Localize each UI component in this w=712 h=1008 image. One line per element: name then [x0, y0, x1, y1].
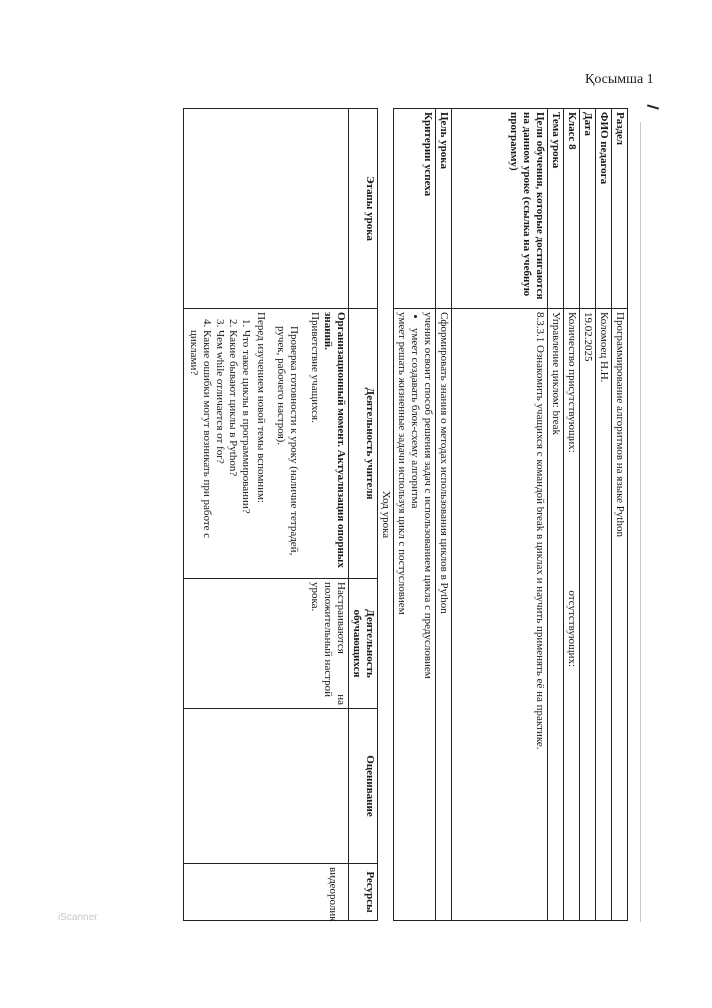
- criteria-bullet: • умеет создавать блок-схему алгоритма: [408, 328, 421, 917]
- stage1-question: 1. Что такое циклы в программировании?: [239, 330, 252, 575]
- row-class: [564, 109, 580, 921]
- scanner-watermark: iScanner: [58, 912, 98, 923]
- lesson-plan-table: [183, 108, 628, 921]
- objectives-value: 8.3.3.1 Ознакомить учащихся с командой break в циклах и научить применять её на практике.: [452, 309, 548, 921]
- row-topic: [548, 109, 564, 921]
- stage1-question: 4. Какие ошибки могут возникать при работе с циклами?: [187, 330, 213, 575]
- course-heading: Ход урока: [378, 109, 394, 921]
- row-goal: [436, 109, 452, 921]
- stage1-resources-cell: [183, 864, 349, 921]
- goal-label: Цель урока: [436, 109, 452, 309]
- stage1-students-b: на: [335, 694, 348, 705]
- stage1-before: Перед изучением новой темы вспомним:: [254, 312, 267, 504]
- stage1-students-a: Настраиваются: [335, 582, 348, 654]
- attendance-cell: [564, 309, 580, 921]
- teacher-value: Коломоец Н.Н.: [596, 309, 612, 921]
- stage1-greeting: Приветствие учащихся.: [309, 312, 322, 423]
- row-objectives: [452, 109, 548, 921]
- topic-label: Тема урока: [548, 109, 564, 309]
- col-teacher: Деятельность учителя: [349, 309, 378, 579]
- stage1-students-c: положительный настрой урока.: [309, 582, 335, 698]
- criteria-line: умеет решать жизненные задачи используя цикл с постусловием: [396, 312, 409, 615]
- present-label: Количество присутствующих:: [566, 312, 579, 453]
- criteria-cell: [394, 309, 436, 921]
- absent-label: отсутствующих:: [566, 590, 579, 668]
- stage1-question: 2. Какие бывают циклы в Python?: [226, 330, 239, 575]
- annex-label: Қосымша 1: [585, 72, 654, 87]
- page-edge-shadow: [640, 122, 641, 922]
- date-label: Дата: [580, 109, 596, 309]
- col-assessment: Оценивание: [349, 709, 378, 864]
- stage1-question: 3. Чем while отличается от for?: [213, 330, 226, 575]
- stage1-questions: [187, 312, 252, 575]
- criteria-label: Критерии успеха: [394, 109, 436, 309]
- goal-value: Сформировать знания о методах использования циклов в Python: [436, 309, 452, 921]
- criteria-intro: ученик освоит способ решения задач с использованием цикла с предусловием: [422, 312, 435, 679]
- row-column-headers: [349, 109, 378, 921]
- col-students: Деятельность обучающихся: [349, 579, 378, 709]
- stage1-students-cell: [183, 579, 349, 709]
- row-date: [580, 109, 596, 921]
- col-stages: Этапы урока: [349, 109, 378, 309]
- row-stage1: [183, 109, 349, 921]
- objectives-label: Цели обучения, которые достигаются на данном уроке (ссылка на учебную программу): [452, 109, 548, 309]
- topic-value: Управление циклом: break: [548, 309, 564, 921]
- row-teacher: [596, 109, 612, 921]
- lesson-plan-page: [114, 108, 628, 920]
- date-value: 19.02.2025: [580, 309, 596, 921]
- stage1-assessment-cell: [183, 709, 349, 864]
- stage1-title: Организационный момент. Актуализация опорных знаний.: [322, 312, 348, 568]
- row-criteria: [394, 109, 436, 921]
- row-course: [378, 109, 394, 921]
- stage1-resource: видеоролик: [327, 867, 340, 922]
- stage1-teacher-cell: [183, 309, 349, 579]
- stage1-readiness: Проверка готовности к уроку (наличие тетрадей, ручек, рабочего настроя).: [275, 326, 301, 556]
- stage1-stage-cell: [183, 109, 349, 309]
- section-value: Программирование алгоритмов на языке Python: [612, 309, 628, 921]
- row-section: [612, 109, 628, 921]
- teacher-label: ФИО педагога: [596, 109, 612, 309]
- scan-mark: [647, 104, 659, 109]
- section-label: Раздел: [612, 109, 628, 309]
- col-resources: Ресурсы: [349, 864, 378, 921]
- class-label: Класс 8: [564, 109, 580, 309]
